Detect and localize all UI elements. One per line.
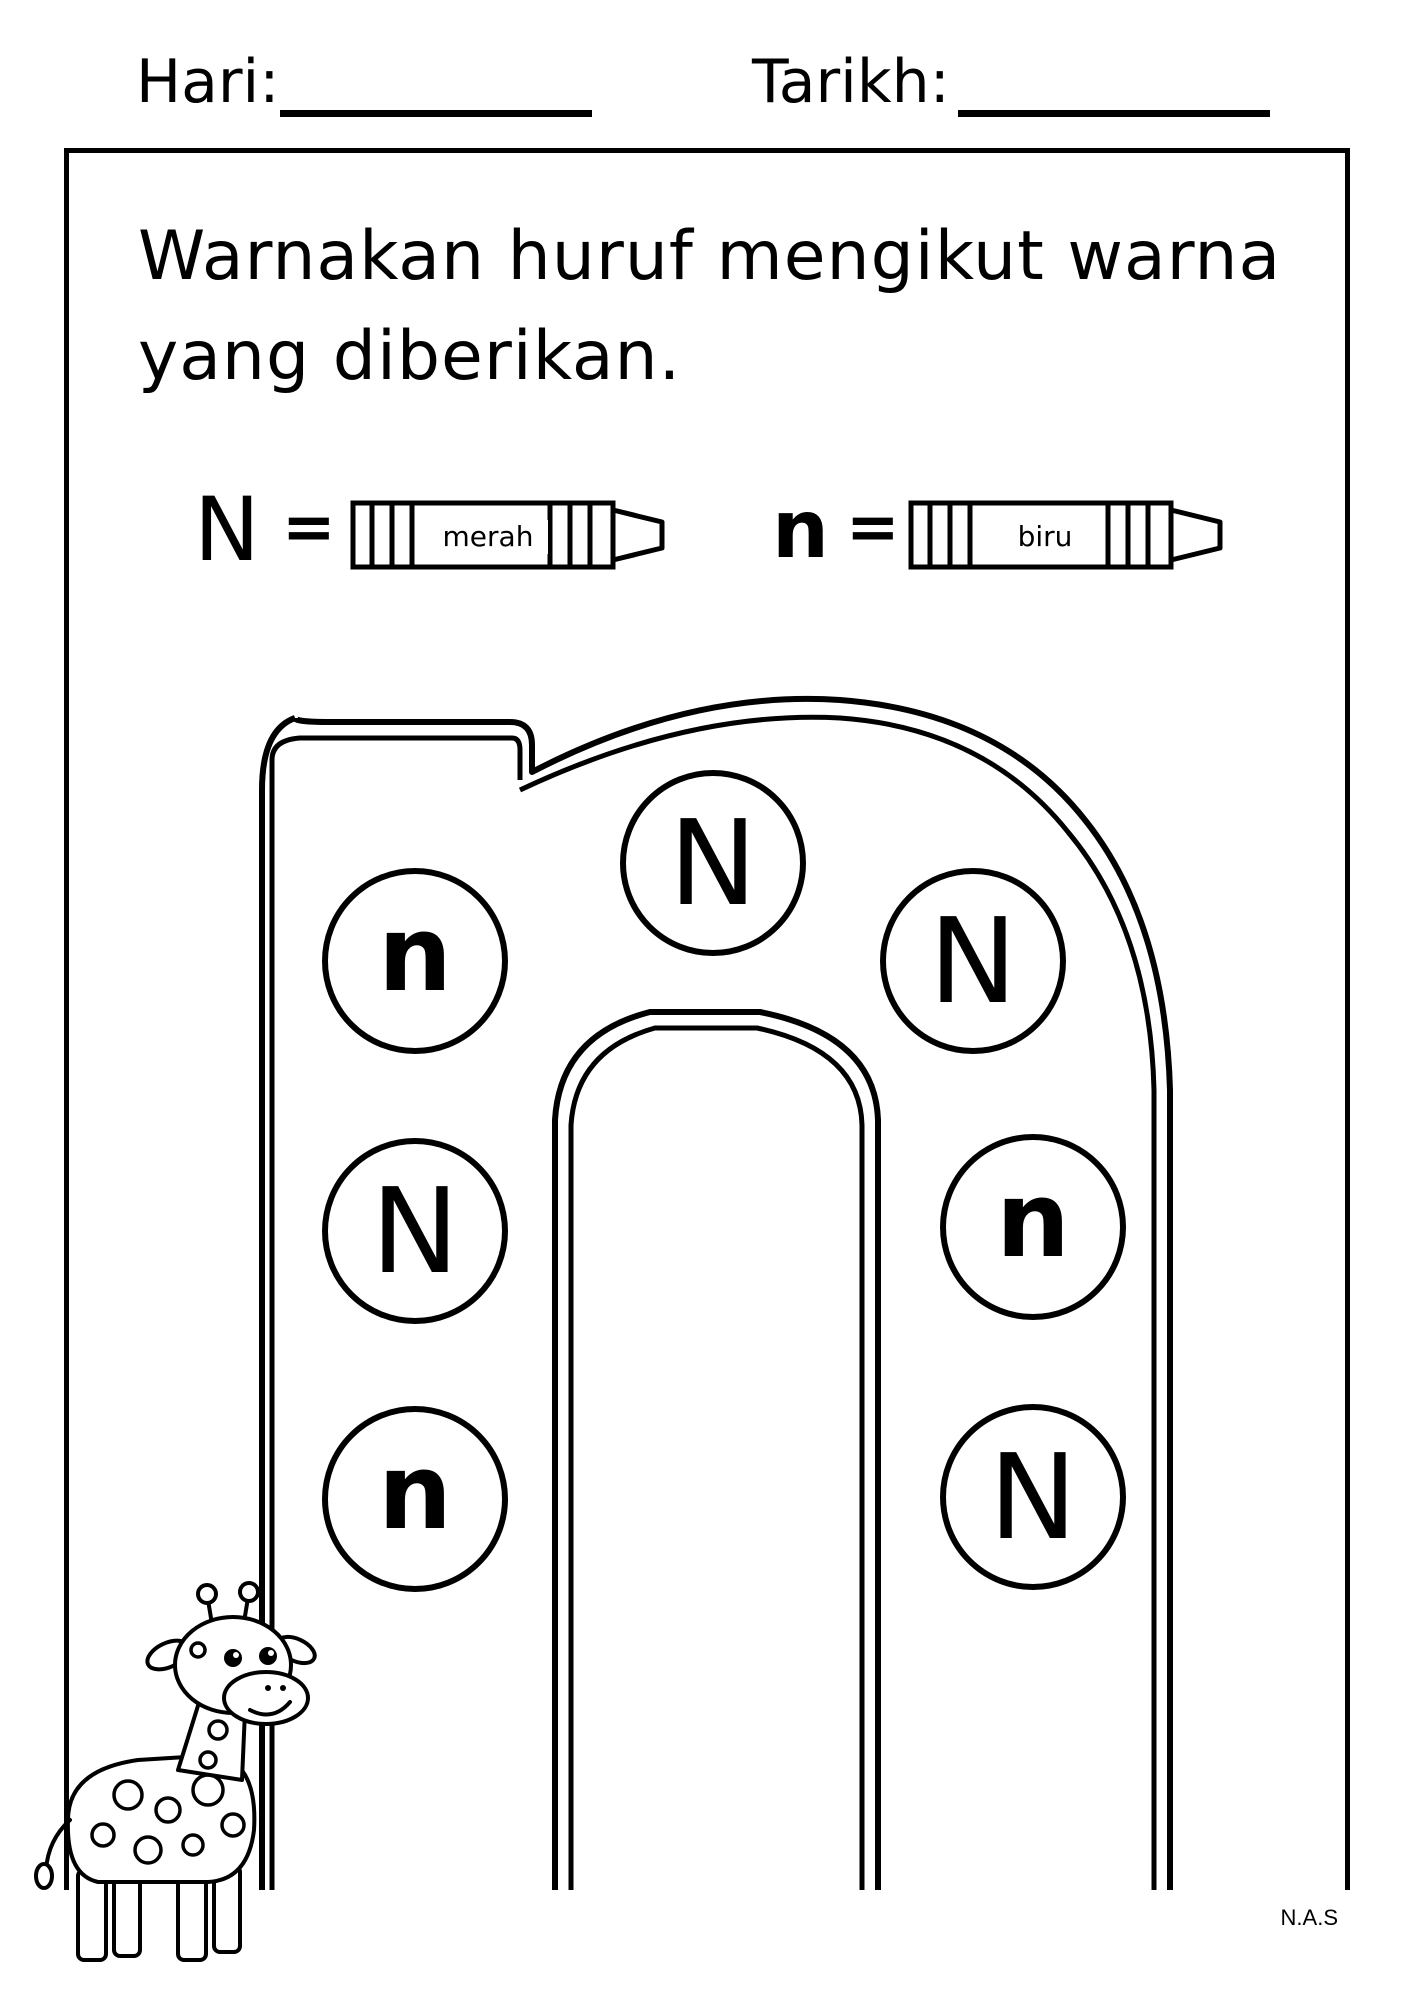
letter-bubble[interactable]: N xyxy=(940,1404,1126,1590)
giraffe-icon xyxy=(28,1570,318,1980)
day-label: Hari: xyxy=(136,47,280,117)
credit-text: N.A.S xyxy=(1280,1905,1338,1930)
legend-equals: = xyxy=(846,491,900,565)
letter-bubble[interactable]: N xyxy=(620,770,806,956)
legend-letter-uppercase: N xyxy=(194,478,260,581)
legend-equals: = xyxy=(282,491,336,565)
crayon-label-red: merah xyxy=(428,520,548,554)
legend-letter-lowercase: n xyxy=(772,483,829,576)
crayon-label-blue: biru xyxy=(990,520,1100,554)
letter-bubble[interactable]: n xyxy=(322,868,508,1054)
letter-bubble[interactable]: n xyxy=(322,1406,508,1592)
date-label: Tarikh: xyxy=(752,47,950,117)
instruction-line-2: yang diberikan. xyxy=(138,317,682,396)
letter-bubble[interactable]: n xyxy=(940,1134,1126,1320)
instruction-line-1: Warnakan huruf mengikut warna xyxy=(138,217,1282,296)
letter-bubble[interactable]: N xyxy=(880,868,1066,1054)
letter-bubble[interactable]: N xyxy=(322,1138,508,1324)
